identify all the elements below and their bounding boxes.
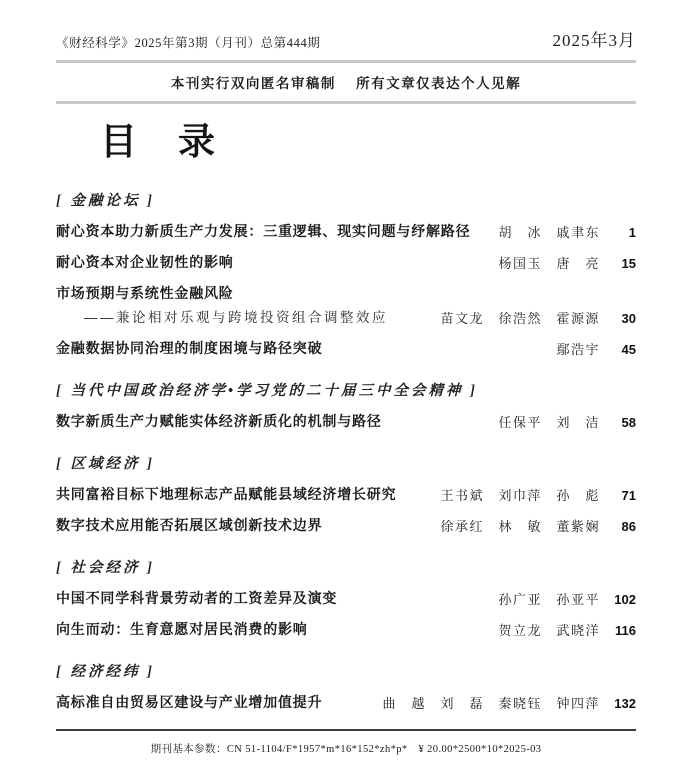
article-page-number: 45 [621,342,636,357]
article-subtitle: ——兼论相对乐观与跨境投资组合调整效应 [84,310,388,325]
issue-date: 2025年3月 [552,31,636,50]
article-title: 共同富裕目标下地理标志产品赋能县域经济增长研究 [56,486,397,502]
header-rule-bottom [56,101,636,104]
section-political-economy [56,382,636,431]
article-authors: 苗文龙 徐浩然 霍源源 [440,311,600,326]
article-authors: 曲 越 刘 磊 秦晓钰 钟四萍 [382,696,600,711]
journal-parameters: 期刊基本参数：CN 51-1104/F*1957*m*16*152*zh*p* ¥ 20.00*2500*10*2025-03 [150,744,542,755]
section-regional-economy [56,455,636,535]
footer-rule [56,729,636,731]
section-social-economy [56,559,636,639]
article-title: 高标准自由贸易区建设与产业增加值提升 [56,694,323,710]
article-authors: 贺立龙 武晓洋 [498,623,600,638]
article-title: 市场预期与系统性金融风险 [56,285,234,301]
article-page-number: 116 [615,623,636,638]
article-title: 数字技术应用能否拓展区域创新技术边界 [56,517,323,533]
article-page-number: 30 [621,311,636,326]
article-title: 金融数据协同治理的制度困境与路径突破 [56,340,323,356]
article-row [56,411,636,431]
article-row [56,484,636,504]
article-row [56,692,636,712]
article-title: 中国不同学科背景劳动者的工资差异及演变 [56,590,338,606]
article-row [56,221,636,241]
section-label: [ 区域经济 ] [56,456,155,472]
journal-issue-info: 《财经科学》2025年第3期（月刊）总第444期 [56,36,321,50]
article-page-number: 71 [621,488,636,503]
section-label: [ 当代中国政治经济学•学习党的二十届三中全会精神 ] [56,383,478,399]
header-rule-top [56,60,636,63]
article-row [56,619,636,639]
article-title: 向生而动：生育意愿对居民消费的影响 [56,621,308,637]
article-page-number: 132 [614,696,636,711]
article-authors: 杨国玉 唐 亮 [498,256,600,271]
article-authors: 徐承红 林 敏 董紫娴 [440,519,600,534]
article-authors: 任保平 刘 洁 [498,415,600,430]
article-title: 耐心资本对企业韧性的影响 [56,254,234,270]
article-authors: 胡 冰 戚聿东 [498,225,600,240]
page-header [56,26,636,51]
section-label: [ 金融论坛 ] [56,193,155,209]
article-title: 数字新质生产力赋能实体经济新质化的机制与路径 [56,413,382,429]
section-economic-perspectives [56,663,636,712]
article-row [56,338,636,358]
review-policy-notice: 本刊实行双向匿名审稿制 所有文章仅表达个人见解 [170,76,522,91]
article-page-number: 86 [621,519,636,534]
toc-title: 目 录 [100,121,217,162]
article-title: 耐心资本助力新质生产力发展：三重逻辑、现实问题与纾解路径 [56,223,471,239]
article-row [56,588,636,608]
section-finance-forum [56,192,636,358]
article-row [56,283,636,327]
article-authors: 鄢浩宇 [556,342,600,357]
section-label: [ 社会经济 ] [56,560,155,576]
article-row [56,252,636,272]
section-label: [ 经济经纬 ] [56,664,155,680]
article-authors: 王书斌 刘巾萍 孙 彪 [440,488,600,503]
article-page-number: 102 [614,592,636,607]
article-authors: 孙广亚 孙亚平 [498,592,600,607]
article-page-number: 58 [621,415,636,430]
article-page-number: 15 [621,256,636,271]
article-row [56,515,636,535]
page-footer [56,729,636,779]
article-page-number: 1 [628,225,636,240]
